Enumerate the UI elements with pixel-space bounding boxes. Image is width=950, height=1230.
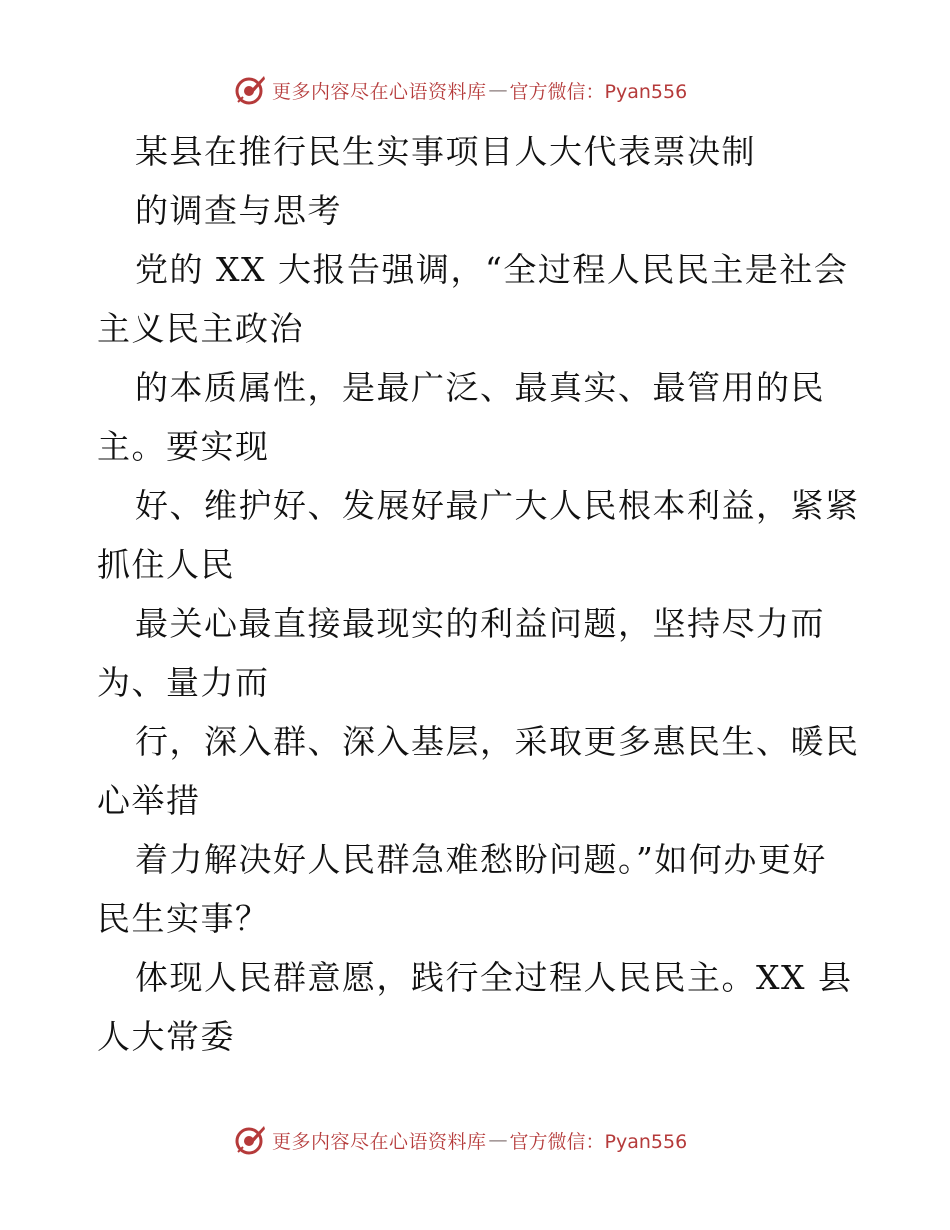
document-line: 行，深入群、深入基层，采取更多惠民生、暖民 (135, 722, 860, 761)
footer-watermark (234, 1123, 687, 1157)
watermark-brand-text: 更多内容尽在心语资料库 (272, 1130, 487, 1153)
document-line: 某县在推行民生实事项目人大代表票决制 (135, 132, 756, 171)
document-line: 为、量力而 (97, 663, 270, 702)
document-line: 党的 XX 大报告强调，“全过程人民民主是社会 (135, 250, 849, 289)
document-line: 心举措 (97, 781, 201, 820)
header-watermark (234, 73, 687, 107)
watermark-dash: — (488, 79, 508, 101)
document-line: 人大常委 (97, 1017, 235, 1056)
document-line: 主义民主政治 (97, 309, 304, 348)
document-body (97, 122, 860, 1066)
document-line: 最关心最直接最现实的利益问题，坚持尽力而 (135, 604, 825, 643)
document-line: 体现人民群意愿，践行全过程人民民主。XX 县 (135, 958, 853, 997)
quill-logo-icon (234, 73, 268, 107)
document-line: 的调查与思考 (135, 191, 342, 230)
watermark-contact-text: 官方微信：Pyan556 (509, 1130, 688, 1153)
watermark-dash: — (488, 1129, 508, 1151)
watermark-brand-text: 更多内容尽在心语资料库 (272, 80, 487, 103)
document-line: 抓住人民 (97, 545, 235, 584)
document-line: 的本质属性，是最广泛、最真实、最管用的民 (135, 368, 825, 407)
document-line: 民生实事？ (97, 899, 270, 938)
document-line: 着力解决好人民群急难愁盼问题。”如何办更好 (135, 840, 827, 879)
document-line: 好、维护好、发展好最广大人民根本利益，紧紧 (135, 486, 860, 525)
watermark-contact-text: 官方微信：Pyan556 (509, 80, 688, 103)
document-line: 主。要实现 (97, 427, 270, 466)
quill-logo-icon (234, 1123, 268, 1157)
